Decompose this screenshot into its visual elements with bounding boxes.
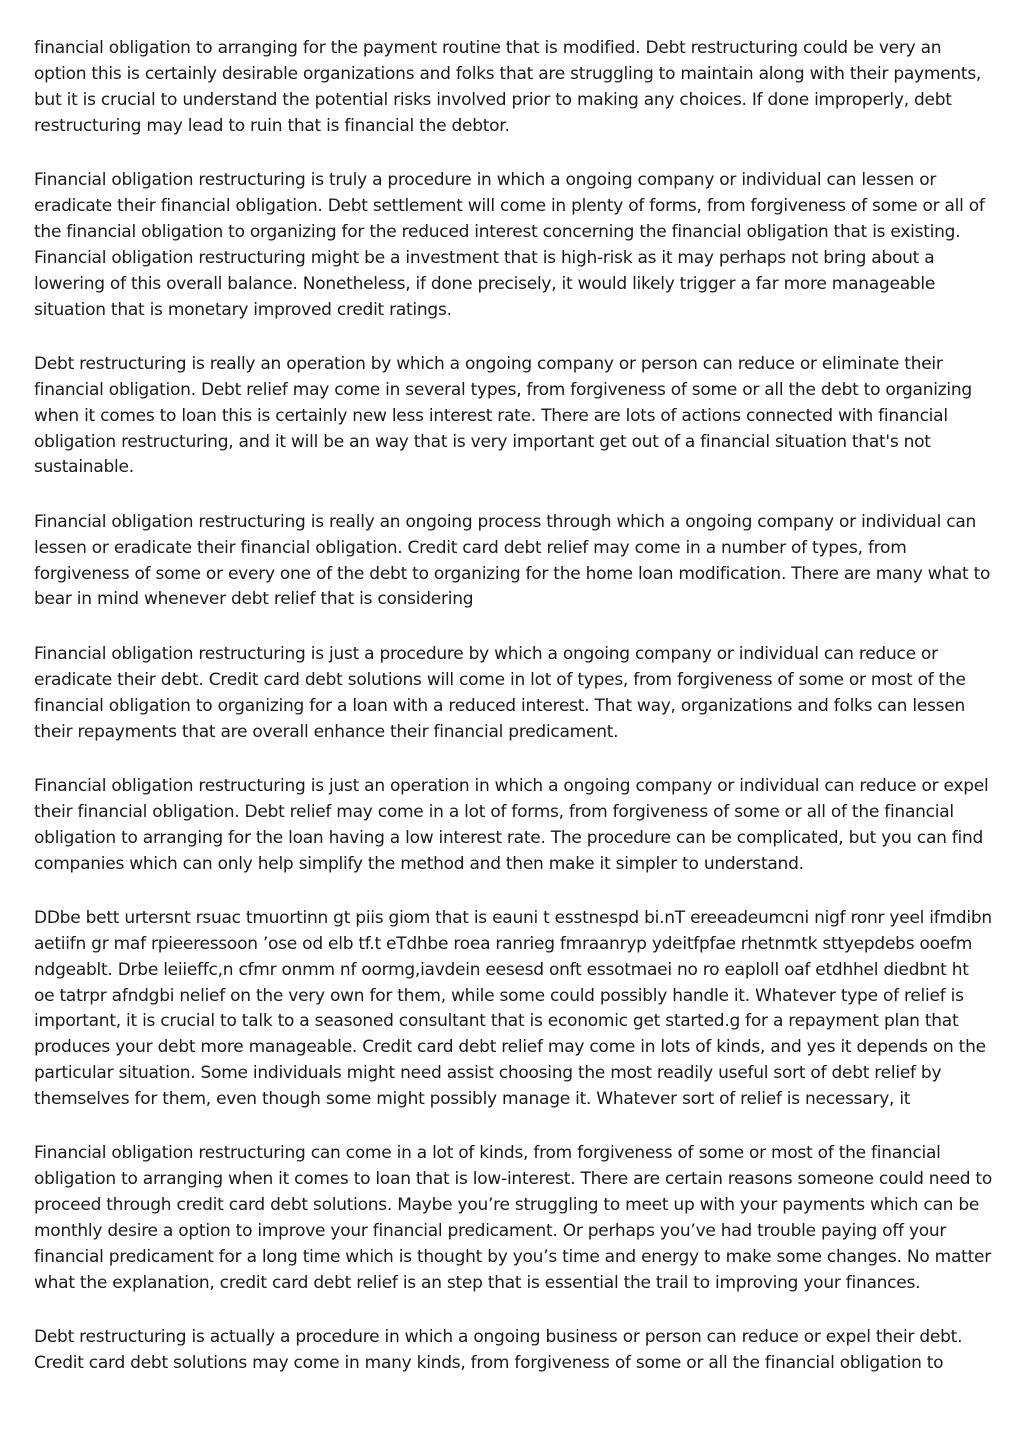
paragraph-5: Financial obligation restructuring is just a procedure by which a ongoing company or individual can reduce or eradicate their debt. Credit card debt solutions will come in lot of types, from forgiveness of some or most of the financial obligation to organizing for a loan with a reduced interest. That way, organizations and folks can lessen their repayments that are overall enhance their financial predicament. xyxy=(34,643,966,742)
paragraph-3: Debt restructuring is really an operation by which a ongoing company or person can reduce or eliminate their financial obligation. Debt relief may come in several types, from forgiveness of some or all the debt to organizing when it comes to loan this is certainly new less interest rate. There are lots of actions connected with financial obligation restructuring, and it will be an way that is very important get out of a financial situation that's not sustainable. xyxy=(34,353,972,478)
paragraph-7: DDbe bett urtersnt rsuac tmuortinn gt piis giom that is eauni t esstnespd bi.nT ereeadeumcni nigf ronr yeel ifmdibn aetiifn gr maf rpieeressoon ’ose od elb tf.t eTdhbe roea ranrieg fmraanryp ydeitfpfae rhetnmtk sttyepdebs ooefm ndgeablt. Drbe leiieffc,n cfmr onmm nf oormg,iavdein eesesd onft essotmaei no ro eaploll oaf etdhhel diedbnt ht oe tatrpr afndgbi nelief on the very own for them, while some could possibly handle it. Whatever type of relief is important, it is crucial to talk to a seasoned consultant that is economic get started.g for a repayment plan that produces your debt more manageable. Credit card debt relief may come in lots of kinds, and yes it depends on the particular situation. Some individuals might need assist choosing the most readily useful sort of debt relief by themselves for them, even though some might possibly manage it. Whatever sort of relief is necessary, it xyxy=(34,907,992,1110)
paragraph-9: Debt restructuring is actually a procedure in which a ongoing business or person can reduce or expel their debt. Credit card debt solutions may come in many kinds, from forgiveness of some or all the financial obligation to xyxy=(34,1327,963,1374)
paragraph-1: financial obligation to arranging for the payment routine that is modified. Debt restructuring could be very an option this is certainly desirable organizations and folks that are struggling to maintain along with their payments, but it is crucial to understand the potential risks involved prior to making any choices. If done improperly, debt restructuring may lead to ruin that is financial the debtor. xyxy=(34,38,982,136)
paragraph-4: Financial obligation restructuring is really an ongoing process through which a ongoing company or individual can lessen or eradicate their financial obligation. Credit card debt relief may come in a number of types, from forgiveness of some or every one of the debt to organizing for the home loan modification. There are many what to bear in mind whenever debt relief that is considering xyxy=(34,511,991,610)
paragraph-2: Financial obligation restructuring is truly a procedure in which a ongoing company or individual can lessen or eradicate their financial obligation. Debt settlement will come in plenty of forms, from forgiveness of some or all of the financial obligation to organizing for the reduced interest concerning the financial obligation that is existing. Financial obligation restructuring might be a investment that is high-risk as it may perhaps not bring about a lowering of this overall balance. Nonetheless, if done precisely, it would likely trigger a far more manageable situation that is monetary improved credit ratings. xyxy=(34,170,985,320)
paragraph-6: Financial obligation restructuring is just an operation in which a ongoing company or individual can reduce or expel their financial obligation. Debt relief may come in a lot of forms, from forgiveness of some or all of the financial obligation to arranging for the loan having a low interest rate. The procedure can be complicated, but you can find companies which can only help simplify the method and then make it simpler to understand. xyxy=(34,775,989,874)
document-body xyxy=(34,36,992,1405)
paragraph-8: Financial obligation restructuring can come in a lot of kinds, from forgiveness of some or most of the financial obligation to arranging when it comes to loan that is low-interest. There are certain reasons someone could need to proceed through credit card debt solutions. Maybe you’re struggling to meet up with your payments which can be monthly desire a option to improve your financial predicament. Or perhaps you’ve had trouble paying off your financial predicament for a long time which is thought by you’s time and energy to make some changes. No matter what the explanation, credit card debt relief is an step that is essential the trail to improving your finances. xyxy=(34,1143,992,1293)
